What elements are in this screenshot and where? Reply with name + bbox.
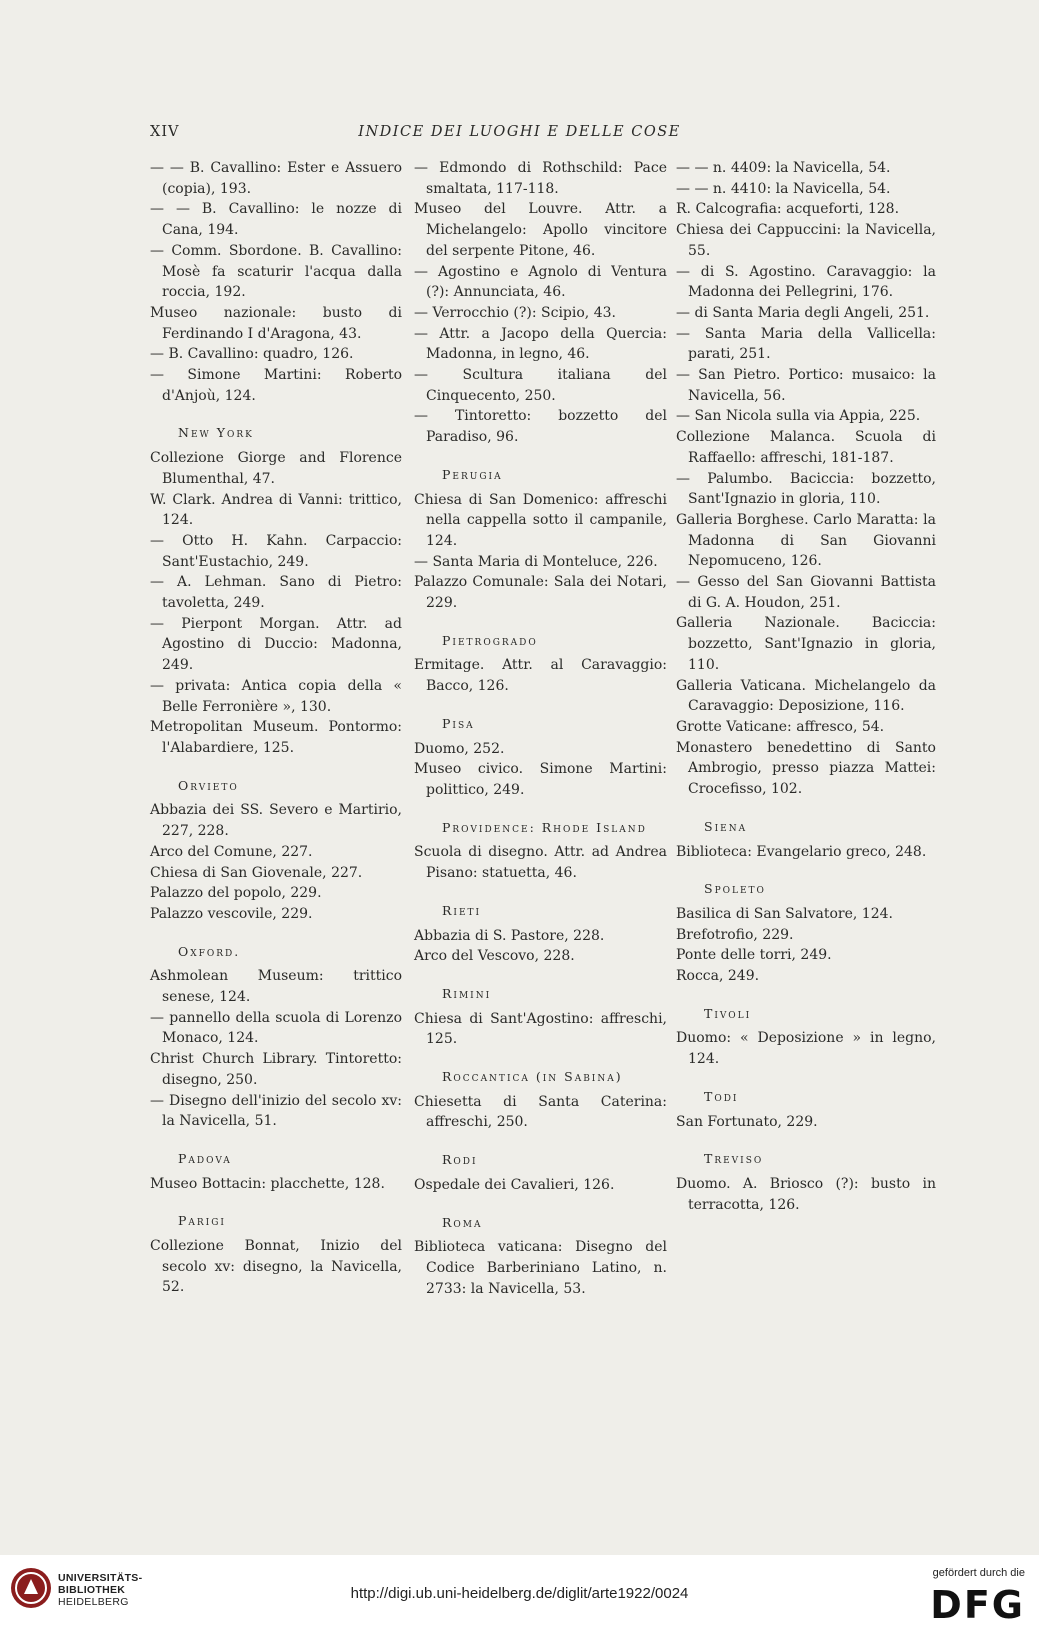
index-entry: Collezione Malanca. Scuola di Raffaello: affreschi, 181-187. <box>676 429 936 466</box>
index-entry: — di S. Agostino. Caravaggio: la Madonna dei Pellegrini, 176. <box>676 263 936 301</box>
index-entry: Collezione Giorge and Florence Blumenthal, 47. <box>150 450 402 487</box>
index-entry: Ermitage. Attr. al Caravaggio: Bacco, 126. <box>414 657 667 695</box>
index-entry: Chiesa dei Cappuccini: la Navicella, 55. <box>676 222 936 259</box>
index-entry: — A. Lehman. Sano di Pietro: tavoletta, 249. <box>150 574 402 612</box>
index-entry: R. Calcografia: acqueforti, 128. <box>676 201 900 218</box>
index-entry: Chiesa di San Giovenale, 227. <box>150 864 363 881</box>
page-header <box>0 124 1039 146</box>
footer-bar <box>0 1555 1039 1631</box>
place-heading: Rieti <box>442 902 482 918</box>
index-entry: — Santa Maria della Vallicella: parati, 251. <box>676 325 936 363</box>
index-entry: Collezione Bonnat, Inizio del secolo xv: disegno, la Navicella, 52. <box>150 1238 402 1296</box>
page-number: XIV <box>150 124 180 140</box>
index-entry: — — B. Cavallino: Ester e Assuero (copia), 193. <box>150 160 402 197</box>
place-heading: New York <box>178 425 254 441</box>
index-entry: Biblioteca: Evangelario greco, 248. <box>676 843 927 860</box>
index-entry: Duomo. A. Briosco (?): busto in terracotta, 126. <box>676 1175 936 1213</box>
place-heading: Orvieto <box>178 777 239 793</box>
place-heading: Providence: Rhode Island <box>442 819 647 835</box>
index-entry: Metropolitan Museum. Pontormo: l'Alabardiere, 125. <box>150 719 402 756</box>
place-heading: Pietrogrado <box>442 632 538 648</box>
index-entry: Brefotrofio, 229. <box>676 926 794 943</box>
index-entry: — Gesso del San Giovanni Battista di G. A. Houdon, 251. <box>676 574 936 611</box>
index-entry: Galleria Vaticana. Michelangelo da Caravaggio: Deposizione, 116. <box>676 677 936 715</box>
index-entry: — di Santa Maria degli Angeli, 251. <box>676 304 930 321</box>
index-entry: Museo nazionale: busto di Ferdinando I d'Aragona, 43. <box>150 304 402 342</box>
index-entry: — Comm. Sbordone. B. Cavallino: Mosè fa scaturir l'acqua dalla roccia, 192. <box>150 242 402 301</box>
index-entry: — Scultura italiana del Cinquecento, 250. <box>414 367 667 404</box>
index-entry: Christ Church Library. Tintoretto: disegno, 250. <box>150 1051 402 1088</box>
index-entry: Chiesa di San Domenico: affreschi nella cappella sotto il campanile, 124. <box>414 491 667 549</box>
index-entry: Scuola di disegno. Attr. ad Andrea Pisano: statuetta, 46. <box>414 844 667 882</box>
index-column-2 <box>414 158 667 1299</box>
index-entry: — Otto H. Kahn. Carpaccio: Sant'Eustachio, 249. <box>150 532 402 570</box>
index-entry: — — B. Cavallino: le nozze di Cana, 194. <box>150 201 402 239</box>
place-heading: Roccantica (in Sabina) <box>442 1069 623 1085</box>
index-entry: W. Clark. Andrea di Vanni: trittico, 124. <box>150 491 402 529</box>
index-entry: Arco del Vescovo, 228. <box>414 948 575 965</box>
index-entry: — San Pietro. Portico: musaico: la Navicella, 56. <box>676 367 936 404</box>
institution-line-3: HEIDELBERG <box>58 1596 129 1608</box>
place-heading: Parigi <box>178 1213 226 1229</box>
index-entry: — Tintoretto: bozzetto del Paradiso, 96. <box>414 408 667 446</box>
index-entry: Galleria Borghese. Carlo Maratta: la Madonna di San Giovanni Nepomuceno, 126. <box>676 511 936 570</box>
index-entry: — Edmondo di Rothschild: Pace smaltata, 117-118. <box>414 160 667 197</box>
index-entry: Basilica di San Salvatore, 124. <box>676 905 893 922</box>
index-entry: — Pierpont Morgan. Attr. ad Agostino di Duccio: Madonna, 249. <box>150 615 402 674</box>
place-heading: Oxford. <box>178 943 241 959</box>
index-entry: Palazzo del popolo, 229. <box>150 885 322 902</box>
index-entry: — San Nicola sulla via Appia, 225. <box>676 408 921 425</box>
index-entry: Ospedale dei Cavalieri, 126. <box>414 1176 615 1193</box>
index-entry: — Verrocchio (?): Scipio, 43. <box>414 304 616 321</box>
index-entry: — Attr. a Jacopo della Quercia: Madonna, in legno, 46. <box>414 325 667 363</box>
index-entry: — Palumbo. Baciccia: bozzetto, Sant'Ignazio in gloria, 110. <box>676 470 936 508</box>
index-entry: Abbazia di S. Pastore, 228. <box>414 927 605 944</box>
index-entry: Ashmolean Museum: trittico senese, 124. <box>150 968 402 1006</box>
index-column-1 <box>150 158 402 1298</box>
place-heading: Treviso <box>704 1151 764 1167</box>
index-entry: Chiesetta di Santa Caterina: affreschi, 250. <box>414 1093 667 1131</box>
place-heading: Siena <box>704 818 748 834</box>
place-heading: Todi <box>704 1088 739 1104</box>
index-entry: Monastero benedettino di Santo Ambrogio, presso piazza Mattei: Crocefisso, 102. <box>676 739 936 798</box>
index-entry: San Fortunato, 229. <box>676 1113 818 1130</box>
index-entry: Biblioteca vaticana: Disegno del Codice Barberiniano Latino, n. 2733: la Navicella, 53. <box>414 1239 667 1297</box>
index-entry: Rocca, 249. <box>676 968 760 985</box>
index-entry: Grotte Vaticane: affresco, 54. <box>676 718 885 735</box>
place-heading: Rimini <box>442 985 492 1001</box>
institution-line-1: UNIVERSITÄTS- <box>58 1572 143 1584</box>
index-entry: — privata: Antica copia della « Belle Ferronière », 130. <box>150 677 402 715</box>
index-entry: — Disegno dell'inizio del secolo xv: la Navicella, 51. <box>150 1092 402 1130</box>
place-heading: Roma <box>442 1214 483 1230</box>
index-entry: — Santa Maria di Monteluce, 226. <box>414 553 658 570</box>
place-heading: Padova <box>178 1150 232 1166</box>
index-entry: Duomo, 252. <box>414 740 505 757</box>
index-entry: Galleria Nazionale. Baciccia: bozzetto, Sant'Ignazio in gloria, 110. <box>676 615 936 673</box>
index-entry: Palazzo vescovile, 229. <box>150 905 313 922</box>
index-entry: Arco del Comune, 227. <box>150 843 313 860</box>
running-title: INDICE DEI LUOGHI E DELLE COSE <box>358 124 681 140</box>
place-heading: Perugia <box>442 466 503 482</box>
index-entry: — Agostino e Agnolo di Ventura (?): Annunciata, 46. <box>414 263 667 301</box>
index-entry: Abbazia dei SS. Severo e Martirio, 227, 228. <box>150 802 402 840</box>
index-entry: — — n. 4410: la Navicella, 54. <box>676 180 891 197</box>
index-entry: Chiesa di Sant'Agostino: affreschi, 125. <box>414 1010 667 1048</box>
index-entry: — — n. 4409: la Navicella, 54. <box>676 160 891 176</box>
index-column-3 <box>676 158 936 1215</box>
funded-by-label: gefördert durch die <box>932 1567 1025 1579</box>
place-heading: Tivoli <box>704 1005 752 1021</box>
index-entry: Museo del Louvre. Attr. a Michelangelo: Apollo vincitore del serpente Pitone, 46. <box>414 201 667 259</box>
dfg-logo: DFG <box>930 1583 1025 1627</box>
index-entry: Museo Bottacin: placchette, 128. <box>150 1175 385 1192</box>
index-entry: — Simone Martini: Roberto d'Anjoù, 124. <box>150 367 402 404</box>
index-entry: Ponte delle torri, 249. <box>676 947 832 964</box>
institution-line-2: BIBLIOTHEK <box>58 1584 126 1596</box>
index-entry: Museo civico. Simone Martini: polittico, 249. <box>414 761 667 798</box>
place-heading: Pisa <box>442 715 475 731</box>
index-entry: Palazzo Comunale: Sala dei Notari, 229. <box>414 574 667 612</box>
index-entry: — B. Cavallino: quadro, 126. <box>150 346 354 363</box>
place-heading: Spoleto <box>704 881 766 897</box>
index-entry: — pannello della scuola di Lorenzo Monaco, 124. <box>150 1009 402 1047</box>
index-entry: Duomo: « Deposizione » in legno, 124. <box>676 1030 936 1068</box>
digital-url-link[interactable]: http://digi.ub.uni-heidelberg.de/diglit/arte1922/0024 <box>350 1585 689 1602</box>
place-heading: Rodi <box>442 1152 478 1168</box>
